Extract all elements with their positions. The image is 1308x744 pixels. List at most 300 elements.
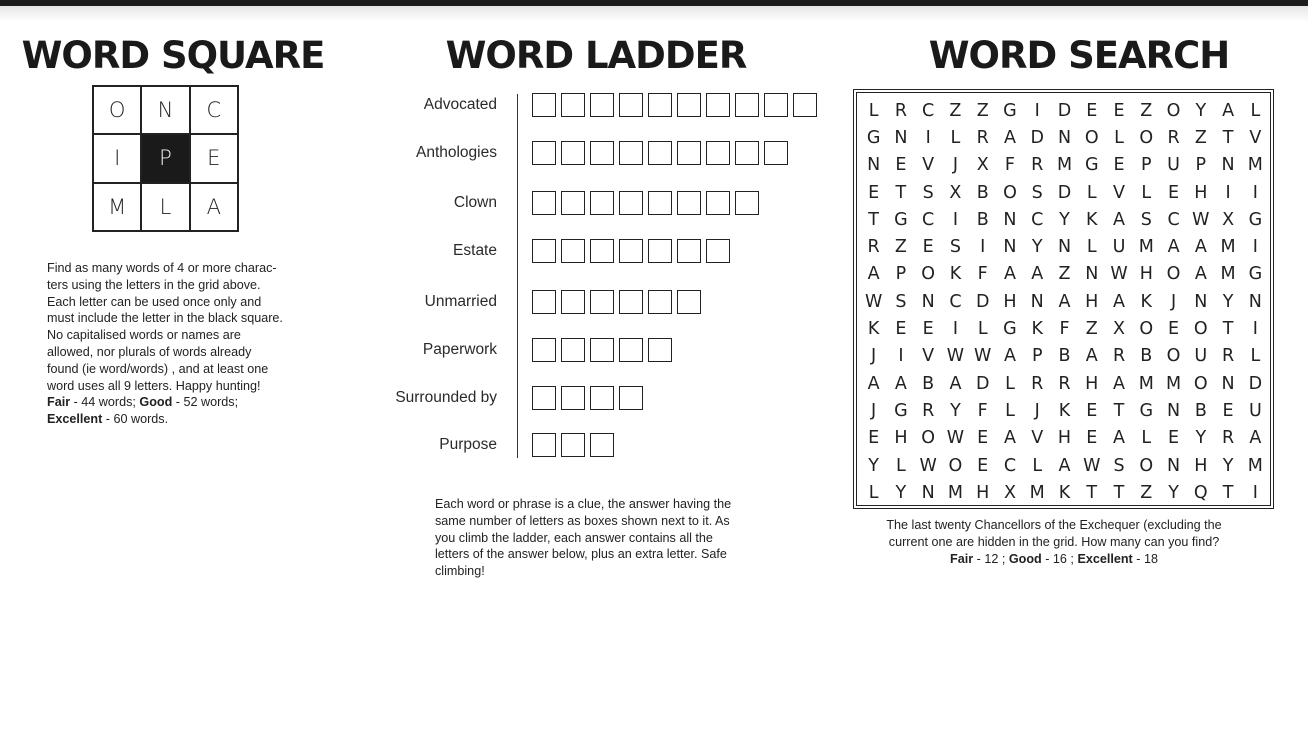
score-fair-label: Fair [47, 395, 71, 410]
word-search-letter[interactable]: Z [1140, 100, 1153, 121]
word-search-letter[interactable]: C [1167, 209, 1180, 230]
word-search-letter[interactable]: A [1058, 291, 1071, 312]
letter-box[interactable] [561, 433, 585, 457]
word-search-letter[interactable]: B [976, 209, 989, 230]
word-search-letter[interactable]: Z [1085, 319, 1098, 340]
word-search-letter[interactable]: L [1141, 182, 1152, 203]
ladder-instruction-line: letters of the answer below, plus an extra letter. Safe [435, 547, 727, 562]
word-search-letter[interactable]: E [895, 155, 907, 176]
word-search-letter[interactable]: M [1138, 237, 1154, 258]
word-search-letter[interactable]: N [1003, 209, 1017, 230]
word-search-letter[interactable]: N [1221, 155, 1235, 176]
word-search-letter[interactable]: C [922, 209, 935, 230]
word-search-letter[interactable]: V [1249, 127, 1262, 148]
word-search-letter[interactable]: D [1030, 127, 1044, 148]
word-search-letter[interactable]: S [1113, 455, 1125, 476]
word-search-letter[interactable]: E [977, 455, 989, 476]
word-search-letter[interactable]: N [894, 127, 908, 148]
word-search-letter[interactable]: Y [1222, 291, 1234, 312]
letter-box[interactable] [648, 141, 672, 165]
word-search-letter[interactable]: O [1166, 264, 1181, 285]
word-search-letter[interactable]: D [1057, 100, 1072, 121]
word-search-letter[interactable]: A [1167, 237, 1180, 258]
word-search-letter[interactable]: I [952, 209, 959, 230]
word-search-letter[interactable]: U [1194, 346, 1208, 367]
word-search-letter[interactable]: R [894, 100, 907, 121]
word-search-letter[interactable]: E [977, 428, 989, 449]
word-search-letter[interactable]: T [1222, 319, 1234, 340]
letter-box[interactable] [706, 93, 730, 117]
search-score-excellent-value: - 18 [1132, 551, 1158, 566]
word-search-letter[interactable]: G [1084, 155, 1099, 176]
word-search-letter[interactable]: N [1057, 237, 1072, 258]
word-search-letter[interactable]: S [895, 291, 907, 312]
word-search-letter[interactable]: O [921, 264, 936, 285]
word-search-letter[interactable]: N [1003, 237, 1017, 258]
word-search-letter[interactable]: V [1113, 182, 1126, 203]
word-search-letter[interactable]: M [947, 482, 963, 503]
word-search-letter[interactable]: F [1059, 319, 1070, 340]
letter-box[interactable] [590, 433, 614, 457]
word-search-letter[interactable]: J [871, 346, 877, 367]
word-search-letter[interactable]: H [1085, 291, 1099, 312]
word-search-letter[interactable]: S [1140, 209, 1152, 230]
word-search-letter[interactable]: I [980, 237, 986, 258]
word-search-letter[interactable]: G [866, 127, 881, 148]
word-search-letter[interactable]: G [1248, 209, 1263, 230]
word-search-letter[interactable]: O [1139, 127, 1154, 148]
word-search-letter[interactable]: Y [1222, 455, 1234, 476]
word-search-row [860, 124, 1269, 151]
word-search-letter[interactable]: T [1113, 400, 1125, 421]
word-search-letter[interactable]: R [922, 400, 935, 421]
word-search-letter[interactable]: E [1086, 400, 1098, 421]
letter-box[interactable] [619, 191, 643, 215]
word-search-row [860, 97, 1269, 124]
word-search-letter[interactable]: I [1252, 319, 1258, 340]
word-search-letter[interactable]: D [975, 291, 990, 312]
letter-box[interactable] [590, 191, 614, 215]
word-search-row [860, 452, 1269, 479]
word-search-letter[interactable]: Y [950, 400, 961, 421]
word-search-letter[interactable]: P [895, 264, 907, 285]
word-search-letter[interactable]: U [1248, 400, 1262, 421]
word-search-letter[interactable]: I [1225, 182, 1231, 203]
word-search-letter[interactable]: L [1114, 127, 1124, 148]
word-search-letter[interactable]: H [894, 428, 908, 449]
word-search-letter[interactable]: A [894, 373, 907, 394]
letter-box[interactable] [532, 239, 556, 263]
letter-box[interactable] [648, 239, 672, 263]
letter-box[interactable] [532, 141, 556, 165]
word-search-letter[interactable]: H [1139, 264, 1153, 285]
word-search-letter[interactable]: H [1194, 455, 1208, 476]
ladder-clue: Unmarried [424, 293, 497, 310]
letter-box[interactable] [561, 239, 585, 263]
word-search-letter[interactable]: A [1113, 428, 1126, 449]
word-search-letter[interactable]: I [952, 319, 959, 340]
word-search-letter[interactable]: U [1112, 237, 1126, 258]
word-search-letter[interactable]: Y [1168, 482, 1179, 503]
word-search-letter[interactable]: C [1003, 455, 1017, 476]
letter-box[interactable] [619, 141, 643, 165]
word-search-letter[interactable]: W [1083, 455, 1101, 476]
word-search-letter[interactable]: L [1005, 373, 1015, 394]
word-search-letter[interactable]: R [1031, 373, 1044, 394]
word-search-letter[interactable]: I [1252, 482, 1258, 503]
letter-box[interactable] [561, 290, 585, 314]
letter-box[interactable] [706, 141, 730, 165]
letter-box[interactable] [677, 290, 701, 314]
word-search-letter[interactable]: W [864, 291, 883, 312]
word-search-letter[interactable]: K [1058, 400, 1071, 421]
ladder-divider-line [517, 94, 518, 458]
word-search-letter[interactable]: B [1058, 346, 1071, 367]
word-search-letter[interactable]: E [868, 182, 880, 203]
letter-box[interactable] [590, 93, 614, 117]
word-search-letter[interactable]: U [1167, 155, 1180, 176]
word-search-letter[interactable]: Y [895, 482, 907, 503]
letter-box[interactable] [648, 338, 672, 362]
word-search-letter[interactable]: S [949, 237, 961, 258]
word-search-letter[interactable]: N [1057, 127, 1072, 148]
word-search-letter[interactable]: O [1166, 100, 1181, 121]
word-search-letter[interactable]: W [1192, 209, 1210, 230]
word-search-letter[interactable]: S [922, 182, 934, 203]
word-search-letter[interactable]: Z [1058, 264, 1071, 285]
word-search-letter[interactable]: N [1167, 400, 1181, 421]
word-search-letter[interactable]: A [867, 373, 880, 394]
letter-box[interactable] [532, 290, 556, 314]
word-search-letter[interactable]: A [1194, 237, 1207, 258]
word-search-letter[interactable]: A [1003, 127, 1016, 148]
word-search-letter[interactable]: K [949, 264, 962, 285]
letter-box[interactable] [590, 141, 614, 165]
word-search-letter[interactable]: A [1085, 346, 1098, 367]
letter-box[interactable] [706, 239, 730, 263]
word-search-letter[interactable]: G [894, 400, 908, 421]
word-search-letter[interactable]: K [1031, 319, 1043, 340]
word-search-letter[interactable]: O [1139, 455, 1154, 476]
word-search-letter[interactable]: H [976, 482, 990, 503]
word-search-letter[interactable]: A [1113, 373, 1126, 394]
letter-box[interactable] [677, 93, 701, 117]
word-search-letter[interactable]: A [867, 264, 880, 285]
word-search-letter[interactable]: C [922, 100, 935, 121]
word-search-letter[interactable]: L [1250, 346, 1261, 367]
word-search-letter[interactable]: O [1139, 319, 1154, 340]
letter-box[interactable] [619, 386, 643, 410]
letter-box[interactable] [677, 239, 701, 263]
word-search-letter[interactable]: V [1031, 428, 1044, 449]
word-search-letter[interactable]: A [1222, 100, 1235, 121]
word-search-letter[interactable]: B [1194, 400, 1207, 421]
word-search-letter[interactable]: A [1003, 264, 1016, 285]
word-search-letter[interactable]: N [1030, 291, 1044, 312]
word-search-letter[interactable]: T [868, 209, 879, 230]
letter-box[interactable] [561, 191, 585, 215]
word-search-letter[interactable]: C [949, 291, 962, 312]
word-search-letter[interactable]: L [868, 482, 879, 503]
letter-box[interactable] [648, 290, 672, 314]
word-search-letter[interactable]: L [896, 455, 906, 476]
word-search-letter[interactable]: E [1168, 319, 1180, 340]
word-search-scores [868, 551, 1240, 568]
word-search-letter[interactable]: A [1113, 209, 1126, 230]
word-search-letter[interactable]: S [1031, 182, 1043, 203]
letter-box[interactable] [590, 386, 614, 410]
word-search-letter[interactable]: W [1110, 264, 1128, 285]
word-search-letter[interactable]: X [976, 155, 989, 176]
letter-box[interactable] [532, 433, 556, 457]
word-search-letter[interactable]: M [1056, 155, 1073, 176]
word-search-letter[interactable]: I [1252, 237, 1258, 258]
word-search-letter[interactable]: R [867, 237, 880, 258]
word-search-letter[interactable]: A [1113, 291, 1126, 312]
word-search-letter[interactable]: I [898, 346, 904, 367]
word-search-letter[interactable]: K [1058, 482, 1071, 503]
word-search-letter[interactable]: X [1003, 482, 1016, 503]
word-search-letter[interactable]: M [1220, 264, 1236, 285]
word-search-letter[interactable]: O [921, 428, 936, 449]
word-search-letter[interactable]: G [1003, 319, 1017, 340]
word-search-letter[interactable]: Y [1059, 209, 1070, 230]
word-search-letter[interactable]: W [974, 346, 992, 367]
word-search-letter[interactable]: M [1029, 482, 1045, 503]
word-search-letter[interactable]: W [919, 455, 937, 476]
word-search-letter[interactable]: M [1247, 455, 1263, 476]
word-search-letter[interactable]: T [1222, 127, 1234, 148]
word-search-letter[interactable]: Z [949, 100, 962, 121]
word-search-letter[interactable]: B [1140, 346, 1153, 367]
word-search-letter[interactable]: L [1086, 182, 1097, 203]
instruction-line: word uses all 9 letters. Happy hunting! [47, 378, 261, 393]
word-search-letter[interactable]: J [871, 400, 877, 421]
word-search-letter[interactable]: Y [1195, 428, 1207, 449]
word-search-letter[interactable]: N [1221, 373, 1235, 394]
letter-box[interactable] [735, 93, 759, 117]
word-search-letter[interactable]: F [977, 400, 988, 421]
word-search-letter[interactable]: N [1085, 264, 1099, 285]
word-search-letter[interactable]: Z [1140, 482, 1153, 503]
letter-box[interactable] [648, 93, 672, 117]
word-search-letter[interactable]: P [1031, 346, 1043, 367]
word-search-letter[interactable]: W [946, 428, 965, 449]
word-search-letter[interactable]: M [1220, 237, 1236, 258]
letter-box[interactable] [648, 191, 672, 215]
square-cell: E [190, 134, 238, 182]
word-search-letter[interactable]: E [1168, 182, 1180, 203]
word-search-letter[interactable]: R [1058, 373, 1071, 394]
word-search-letter[interactable]: Z [976, 100, 989, 121]
word-search-letter[interactable]: N [1248, 291, 1262, 312]
letter-box[interactable] [532, 338, 556, 362]
letter-box[interactable] [619, 290, 643, 314]
word-search-letter[interactable]: J [1170, 291, 1177, 312]
word-search-letter[interactable]: X [1222, 209, 1235, 230]
word-search-letter[interactable]: H [1085, 373, 1099, 394]
letter-box[interactable] [561, 141, 585, 165]
word-search-letter[interactable]: L [1141, 428, 1152, 449]
word-search-letter[interactable]: J [952, 155, 959, 176]
word-search-letter[interactable]: O [1084, 127, 1099, 148]
word-search-letter[interactable]: M [1247, 155, 1263, 176]
letter-box[interactable] [706, 191, 730, 215]
word-search-row [860, 425, 1269, 452]
word-search-letter[interactable]: N [867, 155, 881, 176]
word-search-letter[interactable]: E [1086, 428, 1098, 449]
word-search-letter[interactable]: C [1031, 209, 1044, 230]
word-search-letter[interactable]: D [1248, 373, 1263, 394]
word-search-letter[interactable]: N [1194, 291, 1208, 312]
word-search-letter[interactable]: A [1003, 428, 1016, 449]
word-search-letter[interactable]: O [1193, 319, 1208, 340]
word-search-letter[interactable]: O [948, 455, 963, 476]
word-search-letter[interactable]: T [1086, 482, 1098, 503]
word-ladder-title: WORD LADDER [445, 34, 747, 77]
letter-box[interactable] [735, 191, 759, 215]
word-search-letter[interactable]: I [925, 127, 931, 148]
word-search-letter[interactable]: E [1113, 155, 1125, 176]
word-search-letter[interactable]: I [1034, 100, 1040, 121]
word-search-letter[interactable]: K [1140, 291, 1153, 312]
ladder-answer-boxes [532, 239, 730, 263]
word-search-letter[interactable]: E [922, 237, 934, 258]
word-search-letter[interactable]: G [1139, 400, 1154, 421]
score-excellent-value: - 60 words. [102, 412, 169, 427]
word-search-letter[interactable]: T [895, 182, 907, 203]
word-search-letter[interactable]: R [1222, 428, 1235, 449]
word-search-letter[interactable]: E [1222, 400, 1234, 421]
word-search-letter[interactable]: L [1250, 100, 1261, 121]
letter-box[interactable] [532, 93, 556, 117]
word-search-letter[interactable]: V [922, 346, 935, 367]
word-search-instruction-line-2: current one are hidden in the grid. How many can you find? [888, 534, 1220, 549]
word-search-letter[interactable]: V [922, 155, 935, 176]
word-search-letter[interactable]: M [1166, 373, 1182, 394]
word-search-letter[interactable]: F [977, 264, 988, 285]
word-search-letter[interactable]: T [1113, 482, 1125, 503]
word-search-letter[interactable]: R [976, 127, 989, 148]
word-search-letter[interactable]: E [895, 319, 907, 340]
word-search-letter[interactable]: E [1113, 100, 1125, 121]
word-search-letter[interactable]: K [867, 319, 880, 340]
word-search-letter[interactable]: R [1167, 127, 1180, 148]
letter-box[interactable] [561, 93, 585, 117]
word-search-letter[interactable]: A [1031, 264, 1044, 285]
word-search-letter[interactable]: H [1003, 291, 1017, 312]
instruction-line: No capitalised words or names are [47, 328, 241, 343]
word-search-letter[interactable]: D [1057, 182, 1072, 203]
word-search-letter[interactable]: O [1003, 182, 1017, 203]
word-search-letter[interactable]: G [1248, 264, 1263, 285]
word-search-letter[interactable]: N [1167, 455, 1181, 476]
letter-box[interactable] [619, 239, 643, 263]
letter-box[interactable] [677, 141, 701, 165]
word-search-letter[interactable]: P [1195, 155, 1207, 176]
word-search-letter[interactable]: A [949, 373, 962, 394]
word-search-letter[interactable]: F [1004, 155, 1015, 176]
word-search-letter[interactable]: R [1031, 155, 1044, 176]
word-search-letter[interactable]: L [868, 100, 879, 121]
word-search-letter[interactable]: Z [894, 237, 907, 258]
word-search-letter[interactable]: L [1032, 455, 1043, 476]
letter-box[interactable] [764, 141, 788, 165]
word-search-letter[interactable]: O [1193, 373, 1208, 394]
word-search-letter[interactable]: O [1166, 346, 1181, 367]
word-search-letter[interactable]: R [1222, 346, 1235, 367]
word-search-letter[interactable]: E [1168, 428, 1180, 449]
word-search-letter[interactable]: Y [1195, 100, 1207, 121]
word-search-row [860, 206, 1269, 233]
letter-box[interactable] [793, 93, 817, 117]
word-search-letter[interactable]: E [1086, 100, 1098, 121]
letter-box[interactable] [735, 141, 759, 165]
word-search-letter[interactable]: L [1005, 400, 1015, 421]
letter-box[interactable] [590, 239, 614, 263]
word-search-letter[interactable]: A [1058, 455, 1071, 476]
word-search-letter[interactable]: Y [1031, 237, 1043, 258]
word-search-letter[interactable]: R [1112, 346, 1126, 367]
word-square-grid [92, 85, 239, 232]
word-search-letter[interactable]: W [946, 346, 965, 367]
letter-box[interactable] [764, 93, 788, 117]
letter-box[interactable] [561, 386, 585, 410]
word-search-letter[interactable]: X [1113, 319, 1126, 340]
word-search-letter[interactable]: T [1222, 482, 1234, 503]
word-search-letter[interactable]: P [1141, 155, 1152, 176]
word-search-letter[interactable]: K [1086, 209, 1098, 230]
word-search-letter[interactable]: G [894, 209, 908, 230]
word-search-letter[interactable]: X [949, 182, 962, 203]
word-search-letter[interactable]: N [921, 291, 935, 312]
word-search-letter[interactable]: E [868, 428, 880, 449]
word-search-title: WORD SEARCH [928, 34, 1230, 77]
word-search-letter[interactable]: Z [1194, 127, 1207, 148]
word-search-letter[interactable]: H [1194, 182, 1208, 203]
word-search-letter[interactable]: Y [868, 455, 879, 476]
word-search-letter[interactable]: G [1003, 100, 1017, 121]
letter-box[interactable] [590, 290, 614, 314]
letter-box[interactable] [619, 338, 643, 362]
word-search-letter[interactable]: Q [1193, 482, 1208, 503]
word-search-letter[interactable]: L [950, 127, 961, 148]
word-search-letter[interactable]: A [1003, 346, 1016, 367]
word-search-letter[interactable]: N [921, 482, 935, 503]
word-search-letter[interactable]: D [975, 373, 990, 394]
word-search-letter[interactable]: H [1057, 428, 1072, 449]
word-search-row [860, 315, 1269, 342]
word-search-letter[interactable]: I [1252, 182, 1258, 203]
letter-box[interactable] [677, 191, 701, 215]
word-search-letter[interactable]: E [922, 319, 934, 340]
letter-box[interactable] [590, 338, 614, 362]
word-search-letter[interactable]: J [1034, 400, 1040, 421]
letter-box[interactable] [619, 93, 643, 117]
word-search-letter[interactable]: A [1249, 428, 1262, 449]
word-search-letter[interactable]: L [1086, 237, 1097, 258]
word-search-row [860, 370, 1269, 397]
word-search-letter[interactable]: B [922, 373, 935, 394]
letter-box[interactable] [532, 386, 556, 410]
word-search-letter[interactable]: A [1194, 264, 1207, 285]
letter-box[interactable] [532, 191, 556, 215]
square-cell: N [141, 86, 189, 134]
word-search-letter[interactable]: L [977, 319, 988, 340]
word-search-letter[interactable]: M [1138, 373, 1154, 394]
letter-box[interactable] [561, 338, 585, 362]
word-search-letter[interactable]: B [976, 182, 989, 203]
